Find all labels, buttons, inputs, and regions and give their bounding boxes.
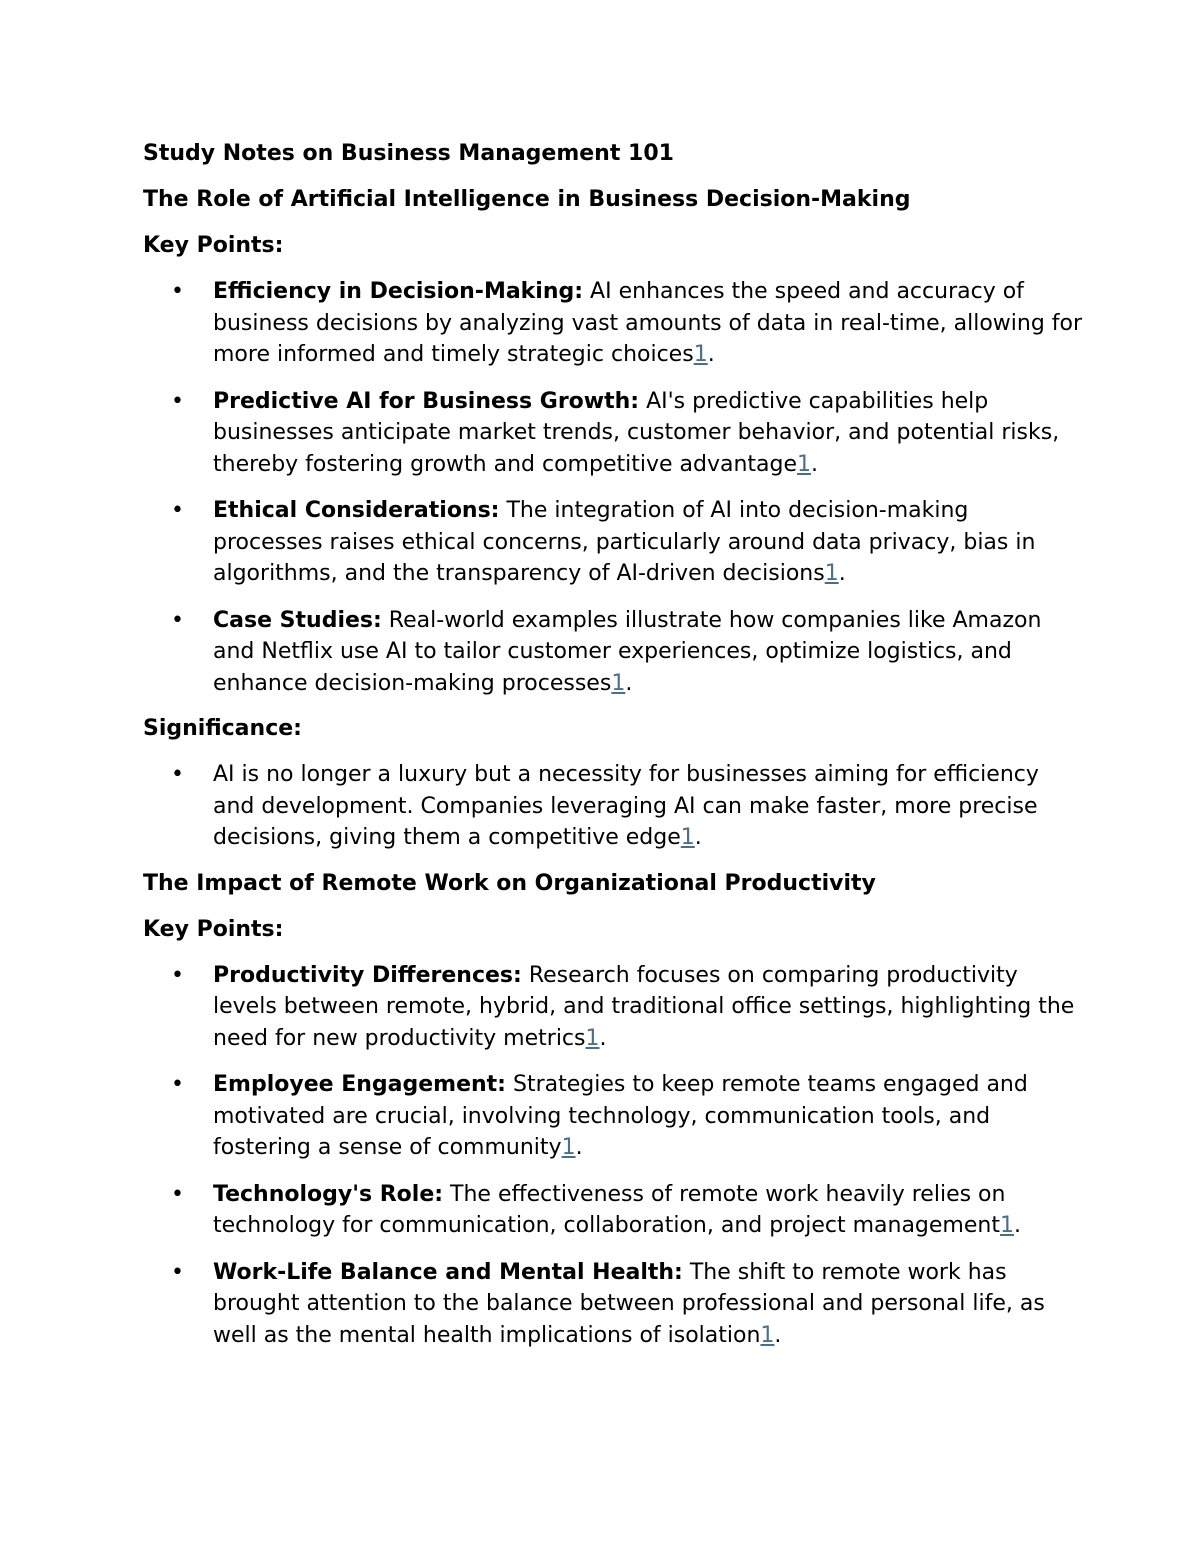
point-text: Research focuses on comparing productivity levels between remote, hybrid, and traditional office settings, highlighting the need for new productivity metrics (213, 962, 1075, 1051)
document-title: Study Notes on Business Management 101 (143, 141, 674, 166)
bullet-icon: • (171, 762, 184, 787)
key-points-heading-ai: Key Points: (143, 233, 284, 258)
significance-list (143, 759, 1083, 854)
sentence-end: . (811, 451, 818, 477)
citation-link[interactable]: 1 (760, 1322, 775, 1348)
citation-link[interactable]: 1 (680, 825, 695, 850)
sentence-end: . (599, 1025, 607, 1051)
point-term: Employee Engagement: (213, 1072, 506, 1097)
sentence-end: . (694, 825, 702, 850)
list-item (143, 605, 1083, 700)
sentence-end: . (707, 342, 715, 367)
list-item (143, 1069, 1083, 1164)
citation-link[interactable]: 1 (797, 451, 811, 477)
point-text: The integration of AI into decision-making processes raises ethical concerns, particularly around data privacy, bias in algorithms, and the transparency of AI-driven decisions (213, 498, 1036, 586)
list-item (143, 495, 1083, 590)
point-text: The shift to remote work has brought attention to the balance between professional and personal life, as well as the mental health implications of isolation (213, 1259, 1045, 1348)
significance-heading: Significance: (143, 716, 302, 741)
point-term: Work-Life Balance and Mental Health: (213, 1259, 683, 1285)
point-text: AI is no longer a luxury but a necessity for businesses aiming for efficiency and development. Companies leveraging AI can make faster, more precise decisions, giving them a competitive edge (213, 762, 1039, 850)
point-term: Technology's Role: (213, 1181, 444, 1207)
citation-link[interactable]: 1 (824, 561, 839, 586)
document-page (143, 138, 1083, 1365)
sentence-end: . (575, 1135, 583, 1160)
section-title-remote-work: The Impact of Remote Work on Organizational Productivity (143, 870, 876, 896)
list-item (143, 276, 1083, 371)
point-text: Strategies to keep remote teams engaged and motivated are crucial, involving technology, communication tools, and fostering a sense of community (213, 1072, 1028, 1160)
point-term: Efficiency in Decision-Making: (213, 279, 584, 304)
point-text: The effectiveness of remote work heavily relies on technology for communication, collaboration, and project management (213, 1181, 1006, 1238)
key-points-list-remote-work (143, 960, 1083, 1352)
citation-link[interactable]: 1 (693, 342, 708, 367)
citation-link[interactable]: 1 (611, 670, 626, 696)
bullet-icon: • (171, 1181, 184, 1207)
key-points-heading-remote-work: Key Points: (143, 916, 284, 942)
section-title-ai: The Role of Artificial Intelligence in Business Decision-Making (143, 187, 911, 212)
bullet-icon: • (171, 962, 184, 988)
point-text: Real-world examples illustrate how companies like Amazon and Netflix use AI to tailor customer experiences, optimize logistics, and enhance decision-making processes (213, 607, 1042, 696)
sentence-end: . (774, 1322, 782, 1348)
bullet-icon: • (171, 1259, 184, 1285)
list-item (143, 960, 1083, 1055)
point-term: Predictive AI for Business Growth: (213, 388, 640, 414)
point-text: AI's predictive capabilities help businesses anticipate market trends, customer behavior, and potential risks, thereby fostering growth and competitive advantage (213, 388, 1060, 477)
key-points-list-ai (143, 276, 1083, 699)
citation-link[interactable]: 1 (561, 1135, 576, 1160)
bullet-icon: • (171, 279, 184, 304)
list-item (143, 1257, 1083, 1352)
sentence-end: . (838, 561, 846, 586)
list-item (143, 386, 1083, 481)
citation-link[interactable]: 1 (585, 1025, 600, 1051)
sentence-end: . (1013, 1213, 1021, 1238)
bullet-icon: • (171, 498, 184, 523)
point-term: Productivity Differences: (213, 962, 522, 988)
bullet-icon: • (171, 1072, 184, 1097)
bullet-icon: • (171, 607, 184, 633)
bullet-icon: • (171, 388, 184, 414)
point-term: Case Studies: (213, 607, 382, 633)
sentence-end: . (625, 670, 633, 696)
list-item (143, 1179, 1083, 1242)
list-item (143, 759, 1083, 854)
point-text: AI enhances the speed and accuracy of business decisions by analyzing vast amounts of data in real-time, allowing for more informed and timely strategic choices (213, 279, 1083, 367)
point-term: Ethical Considerations: (213, 498, 500, 523)
citation-link[interactable]: 1 (999, 1213, 1014, 1238)
